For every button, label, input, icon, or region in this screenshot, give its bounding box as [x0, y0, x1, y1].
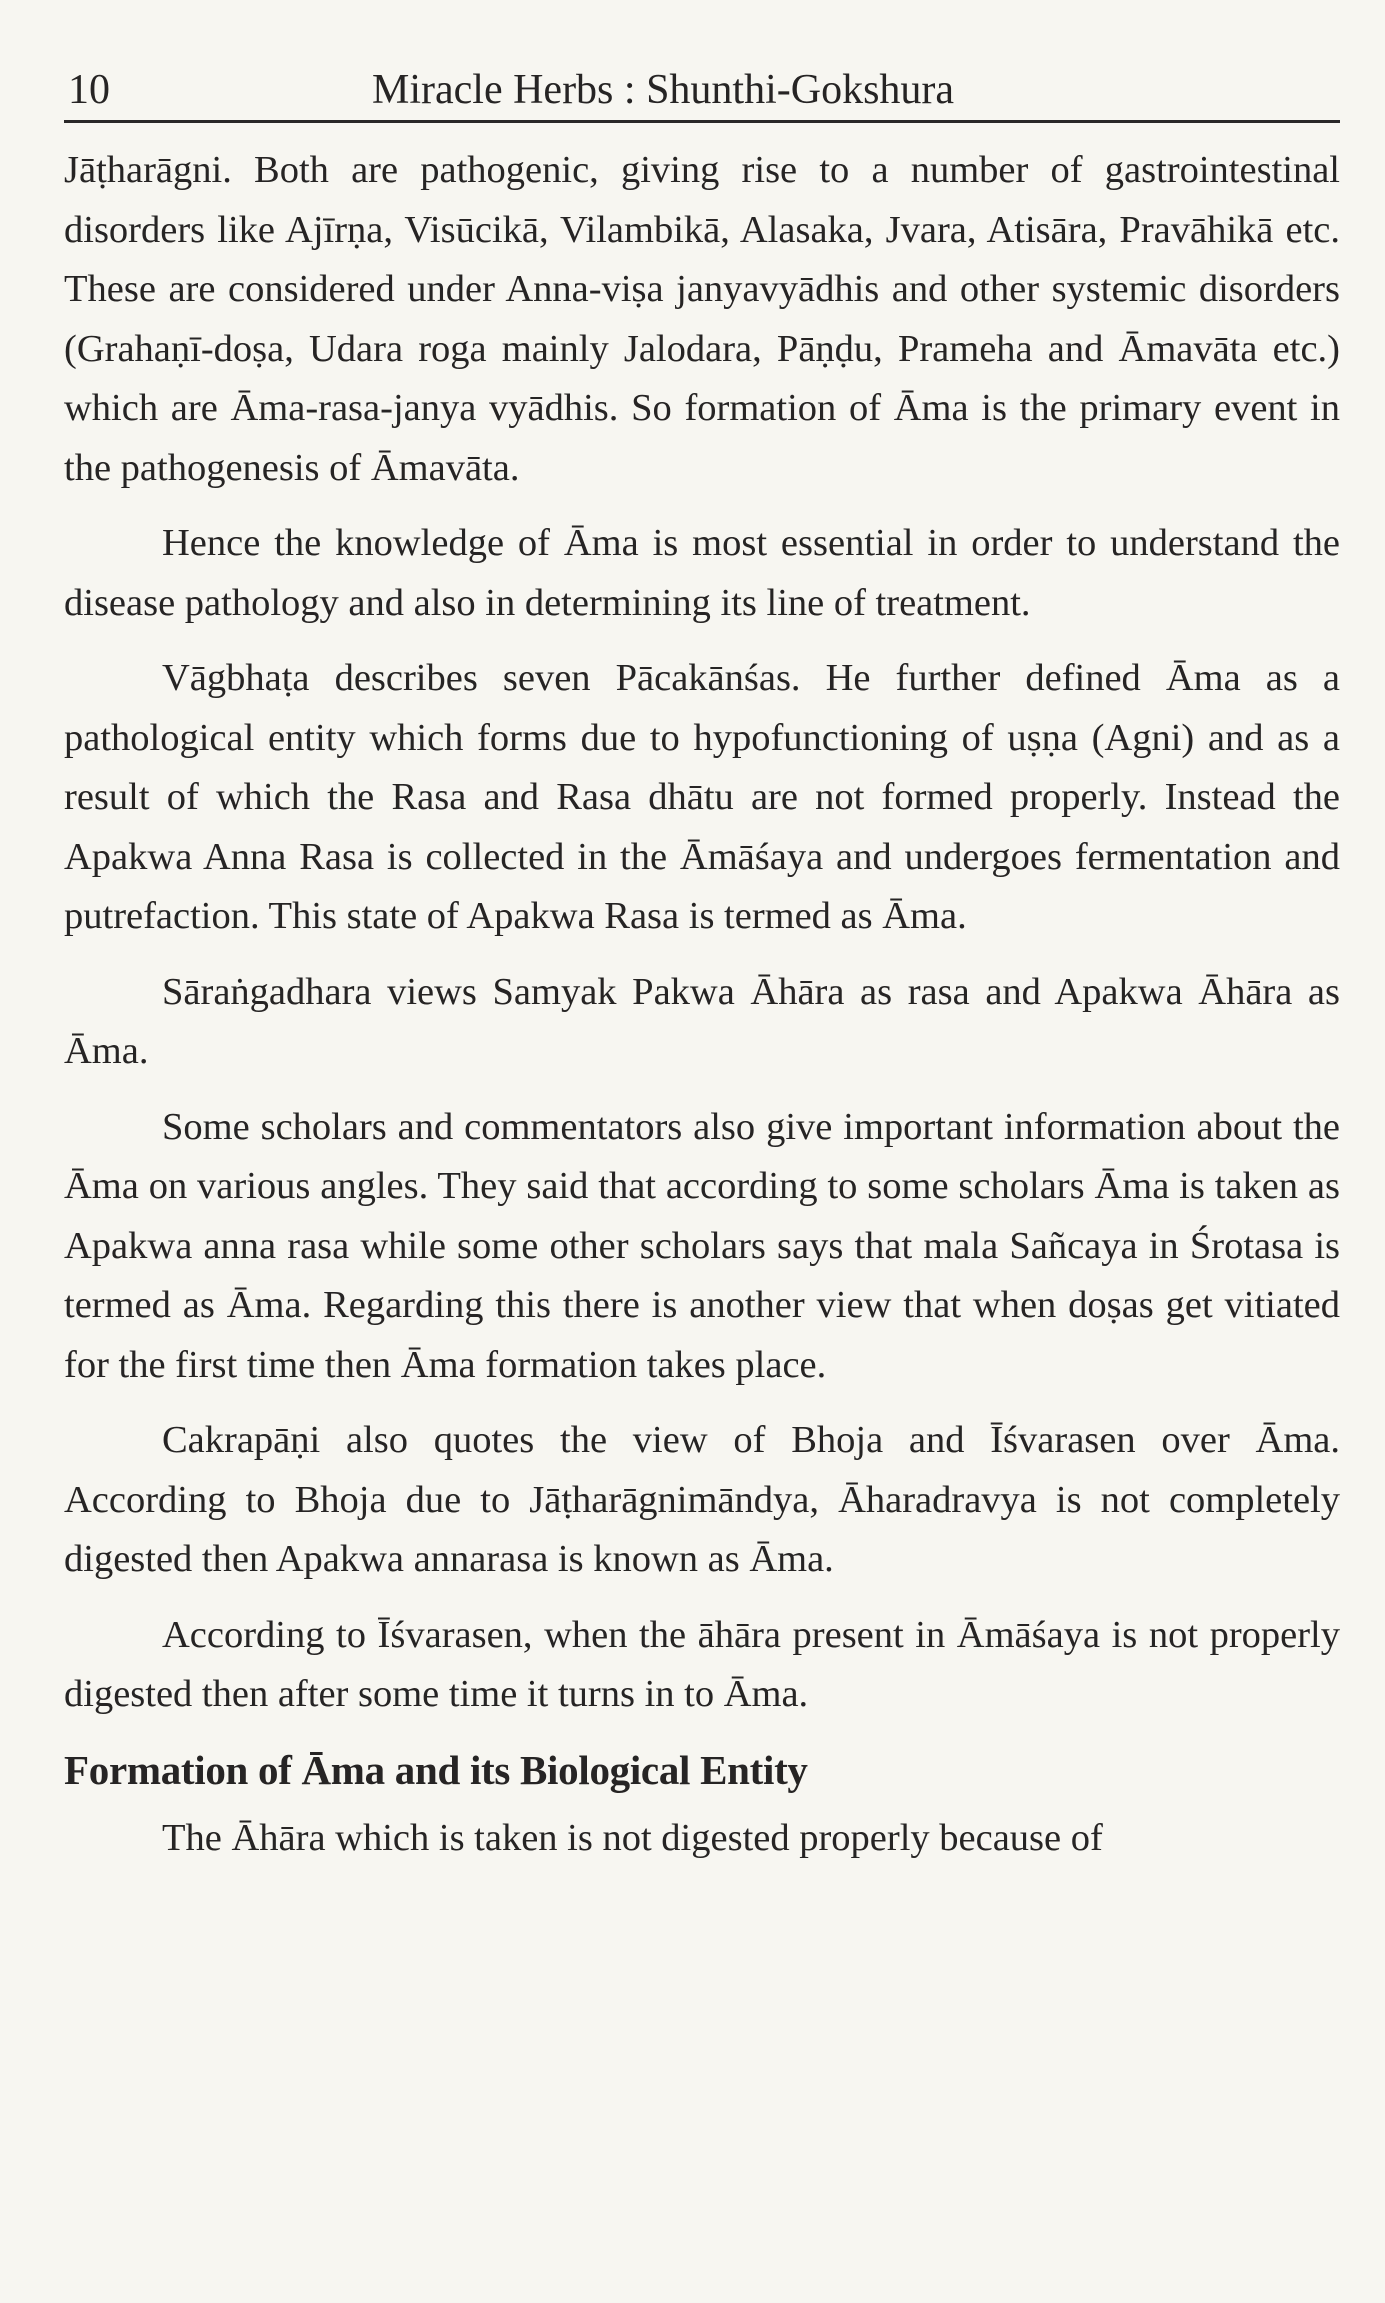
paragraph: Cakrapāṇi also quotes the view of Bhoja and Īśvarasen over Āma. According to Bhoja due to Jāṭharāgnimāndya, Āharadravya is not completely digested then Apakwa annarasa is known as Āma. — [64, 1419, 1340, 1580]
paragraph: Some scholars and commentators also give important information about the Āma on various angles. They said that according to some scholars Āma is taken as Apakwa anna rasa while some other scholars says that mala Sañcaya in Śrotasa is termed as Āma. Regarding this there is another view that when doṣas get vitiated for the first time then Āma formation takes place. — [64, 1105, 1340, 1386]
section-heading: Formation of Āma and its Biological Entity — [64, 1746, 808, 1793]
body-text — [64, 141, 1340, 1868]
paragraph: Sāraṅgadhara views Samyak Pakwa Āhāra as rasa and Apakwa Āhāra as Āma. — [64, 970, 1340, 1072]
paragraph: The Āhāra which is taken is not digested properly because of — [162, 1816, 1103, 1859]
running-title: Miracle Herbs : Shunthi-Gokshura — [372, 67, 955, 113]
paragraph: According to Īśvarasen, when the āhāra present in Āmāśaya is not properly digested then after some time it turns in to Āma. — [64, 1613, 1340, 1715]
page-number: 10 — [68, 67, 110, 113]
paragraph: Hence the knowledge of Āma is most essential in order to understand the disease pathology and also in determining its line of treatment. — [64, 522, 1340, 624]
paragraph-continued: Jāṭharāgni. Both are pathogenic, giving rise to a number of gastrointestinal disorders like Ajīrṇa, Visūcikā, Vilambikā, Alasaka, Jvara, Atisāra, Pravāhikā etc. These are considered under Anna-viṣa janyavyādhis and other systemic disorders (Grahaṇī-doṣa, Udara roga mainly Jalodara, Pāṇḍu, Prameha and Āmavāta etc.) which are Āma-rasa-janya vyādhis. So formation of Āma is the primary event in the pathogenesis of Āmavāta. — [64, 149, 1340, 489]
paragraph: Vāgbhaṭa describes seven Pācakānśas. He further defined Āma as a pathological entity which forms due to hypofunctioning of uṣṇa (Agni) and as a result of which the Rasa and Rasa dhātu are not formed properly. Instead the Apakwa Anna Rasa is collected in the Āmāśaya and undergoes fermentation and putrefaction. This state of Apakwa Rasa is termed as Āma. — [64, 657, 1340, 937]
running-header — [64, 60, 1340, 123]
book-page — [64, 60, 1340, 1884]
